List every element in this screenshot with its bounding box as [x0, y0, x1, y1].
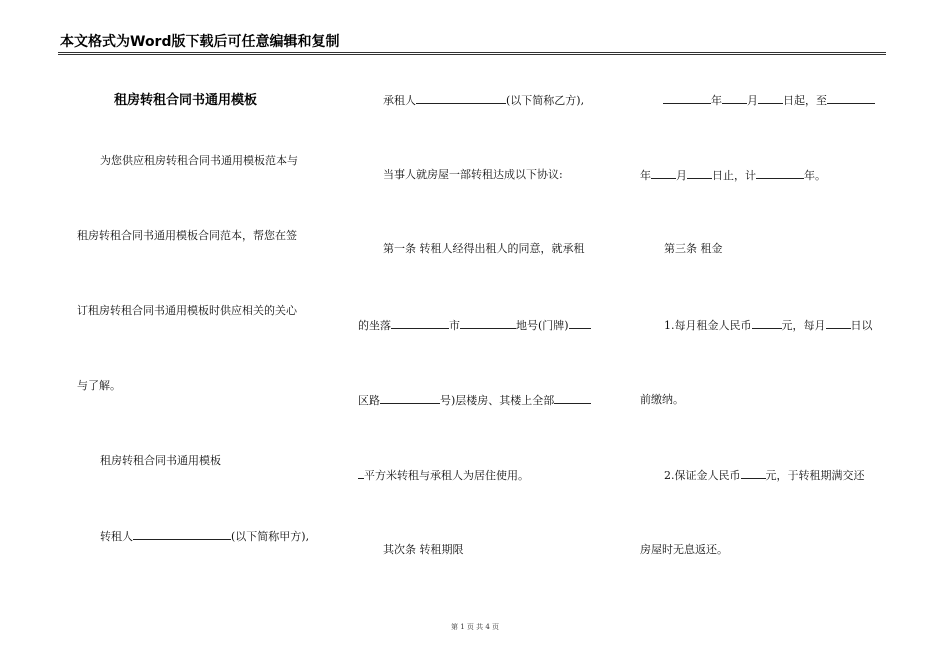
total-years-label: 年。 — [804, 169, 826, 182]
end-year-label: 年 — [640, 169, 651, 182]
rent-monthly-label: 元，每月 — [781, 319, 826, 332]
article-2-title: 其次条 转租期限 — [383, 543, 464, 556]
intro-line-3: 订租房转租合同书通用模板时供应相关的关心 — [77, 304, 297, 317]
article-3-title: 第三条 租金 — [664, 242, 723, 255]
intro-line-4: 与了解。 — [77, 379, 121, 392]
location-blank — [391, 318, 449, 329]
rent-line-1 — [664, 318, 873, 333]
end-month-label: 月 — [676, 169, 687, 182]
rent-day-blank — [826, 318, 851, 329]
party-a-line — [100, 529, 309, 544]
party-a-blank — [133, 529, 231, 540]
intro-line-2: 租房转租合同书通用模板合同范本，帮您在签 — [77, 229, 297, 242]
party-a-label: 转租人 — [100, 530, 133, 543]
rent-amount-label: 1.每月租金人民币 — [664, 319, 752, 332]
district-blank — [380, 393, 440, 404]
total-years-blank — [756, 168, 804, 179]
party-b-suffix: (以下简称乙方), — [506, 94, 585, 107]
start-year-blank — [663, 93, 711, 104]
lot-number-blank — [569, 318, 591, 329]
end-year-blank — [827, 93, 875, 104]
area-text: 平方米转租与承租人为居住使用。 — [364, 469, 529, 482]
start-month-label: 月 — [747, 94, 758, 107]
page-number: 第 1 页 共 4 页 — [450, 623, 500, 631]
deposit-line-1 — [664, 468, 865, 483]
document-title: 租房转租合同书通用模板 — [114, 93, 258, 108]
floor-blank — [554, 393, 591, 404]
location-label: 的坐落 — [358, 319, 391, 332]
floor-text: 号)层楼房、其楼上全部 — [440, 394, 555, 407]
article-1-line-2 — [358, 318, 591, 333]
deposit-return-text: 元，于转租期满交还 — [765, 469, 865, 482]
article-1-line-4 — [358, 468, 529, 483]
party-b-label: 承租人 — [383, 94, 416, 107]
start-month-blank — [722, 93, 747, 104]
deposit-amount-blank — [741, 468, 766, 479]
period-line-2 — [640, 168, 826, 183]
header-rule-bottom — [58, 54, 886, 55]
end-day-label: 日止，计 — [712, 169, 756, 182]
party-b-blank — [416, 93, 506, 104]
article-1-line-1: 第一条 转租人经得出租人的同意，就承租 — [383, 242, 585, 255]
city-label: 市 — [449, 319, 460, 332]
deposit-line-2: 房屋时无息返还。 — [640, 543, 728, 556]
deposit-amount-label: 2.保证金人民币 — [664, 469, 741, 482]
document-header: 本文格式为Word版下载后可任意编辑和复制 — [60, 34, 340, 50]
rent-amount-blank — [752, 318, 782, 329]
start-day-label: 日起，至 — [783, 94, 827, 107]
period-line-1 — [663, 93, 875, 108]
lot-number-label: 地号(门牌) — [516, 319, 569, 332]
rent-day-label: 日以 — [850, 319, 873, 332]
start-year-label: 年 — [711, 94, 722, 107]
intro-line-1: 为您供应租房转租合同书通用模板范本与 — [100, 154, 298, 167]
article-1-line-3 — [358, 393, 591, 408]
party-a-suffix: (以下简称甲方), — [231, 530, 310, 543]
city-blank — [460, 318, 516, 329]
header-rule-top — [58, 52, 886, 53]
start-day-blank — [758, 93, 783, 104]
rent-line-2: 前缴纳。 — [640, 393, 684, 406]
district-label: 区路 — [358, 394, 380, 407]
section-subtitle: 租房转租合同书通用模板 — [100, 454, 221, 467]
end-month-blank — [651, 168, 676, 179]
end-day-blank — [687, 168, 712, 179]
party-b-line — [383, 93, 584, 108]
agreement-line: 当事人就房屋一部转租达成以下协议: — [383, 168, 563, 181]
